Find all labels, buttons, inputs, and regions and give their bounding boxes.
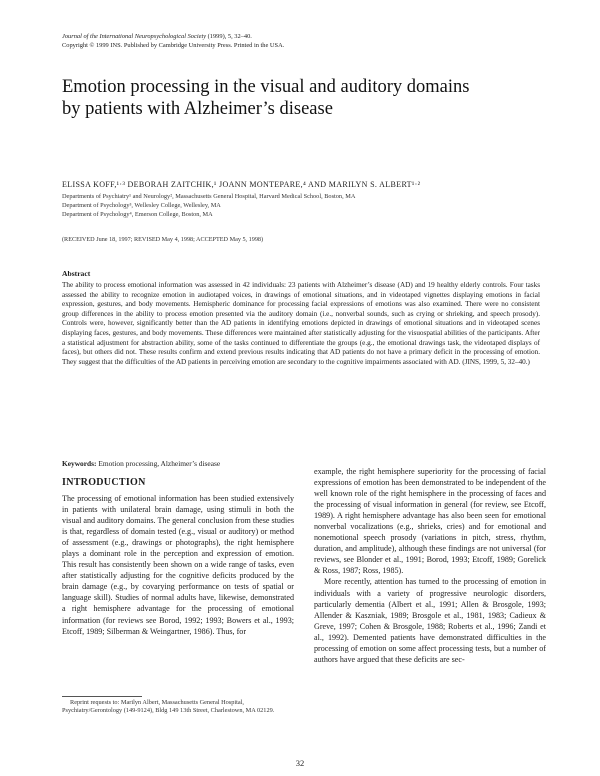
keywords-value: Emotion processing, Alzheimer’s disease <box>96 459 221 468</box>
intro-column-2 <box>314 466 546 665</box>
paper-title-line-2: by patients with Alzheimer’s disease <box>62 99 333 119</box>
reprint-footnote: Reprint requests to: Marilyn Albert, Massachusetts General Hospital, Psychiatry/Gerontology (149-9124), Bldg 149 13th Street, Charlestown, MA 02129. <box>62 699 275 715</box>
intro-paragraph-3: More recently, attention has turned to the processing of emotion in individuals with a variety of progressive neurologic disorders, particularly dementia (Albert et al., 1991; Allen & Brosgole, 1993; Allender & Kaszniak, 1989; Brosgole et al., 1981, 1983; Cadieux & Greve, 1997; Cohen & Brosgole, 1988; Roberts et al., 1996; Zandi et al., 1992). Demented patients have demonstrated difficulties in the processing of emotion on some affect processing tests, but a number of authors have argued that these deficits are sec- <box>314 577 546 664</box>
journal-volume: (1999), 5, 32–40. <box>206 33 252 40</box>
journal-citation <box>62 33 252 41</box>
author-list: ELISSA KOFF,¹·³ DEBORAH ZAITCHIK,¹ JOANN MONTEPARE,⁴ AND MARILYN S. ALBERT¹·² <box>62 180 421 189</box>
journal-name: Journal of the International Neuropsychological Society <box>62 33 207 40</box>
abstract-body: The ability to process emotional information was assessed in 42 individuals: 23 patients with Alzheimer’s disease (AD) and 19 healthy elderly controls. Four tasks assessed the ability to recognize emotion in audiotaped voices, in drawings of emotional situations, and in videotaped vignettes displaying emotions in facial expression, gestures, and body movements. Hemispheric dominance for processing facial expressions of emotions was also examined. There were no consistent group differences in the ability to process emotion presented via the auditory domain (i.e., nonverbal sounds, such as crying or shrieking, and speech prosody). Controls were, however, significantly better than the AD patients in identifying emotions depicted in drawings of emotional situations and in videotaped scenes displaying faces, gestures, and body movements. These differences were maintained after statistically adjusting for the visuospatial abilities of the participants. After a statistical adjustment for abstraction ability, some of the tasks continued to differentiate the groups (e.g., the emotional drawings task, the videotaped displays of faces), but others did not. These results confirm and extend previous results indicating that AD patients do not have a primary deficit in the processing of emotion. They suggest that the difficulties of the AD patients in perceiving emotion are secondary to the cognitive impairments associated with AD. (JINS, 1999, 5, 32–40.) <box>62 281 540 366</box>
footnote-divider <box>62 696 142 697</box>
paper-title-line-1: Emotion processing in the visual and auditory domains <box>62 77 470 97</box>
intro-paragraph-1: The processing of emotional information has been studied extensively in patients with unilateral brain damage, using stimuli in both the visual and auditory domains. The general conclusion from these studies is that, regardless of domain tested (e.g., visual or auditory) or method of assessment (e.g., drawings or photographs), the right hemisphere plays a dominant role in the perception and expression of emotion. This result has consistently been shown on a wide range of tasks, even after statistically adjusting for the cognitive deficits produced by the brain damage (e.g., by covarying performance on tests of spatial or language skill). Studies of normal adults have, likewise, demonstrated a right hemisphere advantage for the processing of emotional information (for reviews see Borod, 1992; 1993; Bowers et al., 1993; Etcoff, 1989; Silberman & Weingartner, 1986). Thus, for <box>62 494 294 636</box>
introduction-heading: INTRODUCTION <box>62 477 146 488</box>
affiliation-3: Department of Psychology⁴, Emerson College, Boston, MA <box>62 211 213 218</box>
keywords-label: Keywords: <box>62 459 97 468</box>
affiliation-1: Departments of Psychiatry¹ and Neurology², Massachusetts General Hospital, Harvard Medical School, Boston, MA <box>62 193 356 200</box>
copyright-line: Copyright © 1999 INS. Published by Cambridge University Press. Printed in the USA. <box>62 42 285 49</box>
intro-column-1 <box>62 493 294 637</box>
received-dates: (RECEIVED June 18, 1997; REVISED May 4, 1998; ACCEPTED May 5, 1998) <box>62 236 264 243</box>
affiliation-2: Department of Psychology³, Wellesley College, Wellesley, MA <box>62 202 221 209</box>
page-number: 32 <box>295 758 305 768</box>
paper-title <box>62 76 542 120</box>
abstract-heading: Abstract <box>62 269 91 278</box>
intro-paragraph-2: example, the right hemisphere superiority for the processing of facial expressions of emotion has been demonstrated to be independent of the well known role of the right hemisphere in the processing of faces and the processing of visual information in general (for review, see Etcoff, 1989). A right hemisphere advantage has also been seen for emotional nonverbal vocalizations (e.g., shrieks, cries) and for emotional and nonemotional speech prosody (variations in pitch, stress, rhythm, duration, and amplitude), although these findings are not universal (for reviews, see Blonder et al., 1991; Borod, 1993; Etcoff, 1989; Gorelick & Ross, 1987; Ross, 1985). <box>314 467 546 576</box>
